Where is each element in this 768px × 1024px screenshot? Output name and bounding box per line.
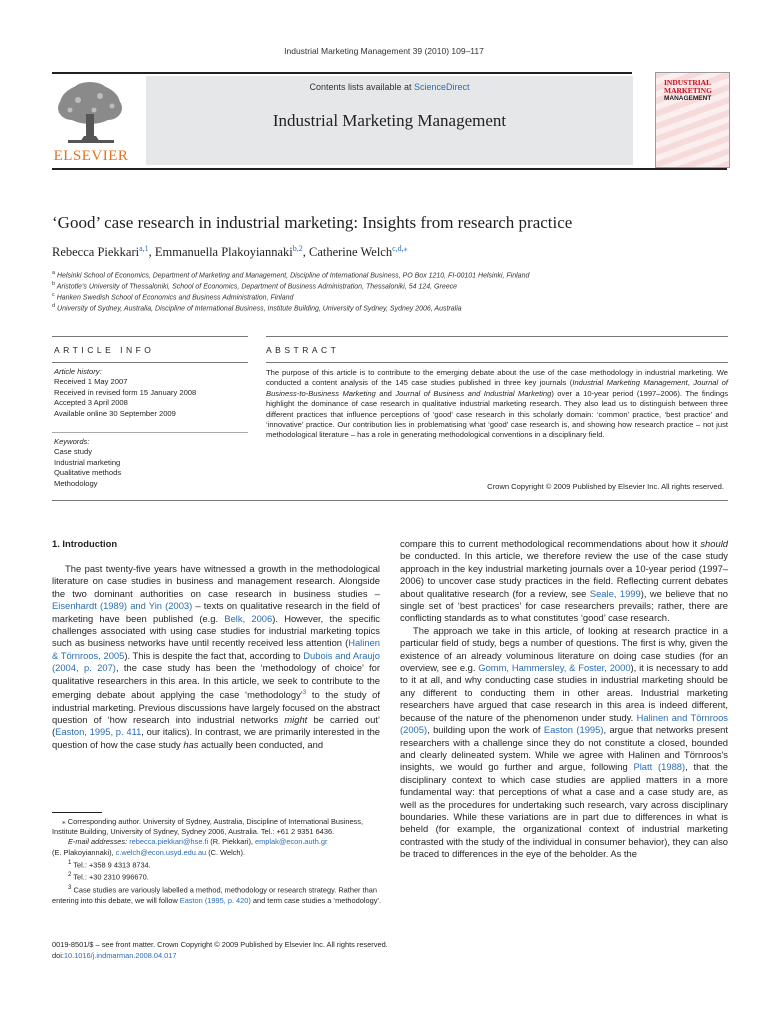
emphasis: might: [284, 714, 308, 725]
affiliation-text: Helsinki School of Economics, Department of Marketing and Management, Discipline of International Business, PO Box 1210, FI-00101 Helsinki, Finland: [57, 272, 530, 280]
paragraph: [400, 625, 728, 861]
front-matter-line: 0019-8501/$ – see front matter. Crown Copyright © 2009 Published by Elsevier Inc. All rights reserved.: [52, 940, 388, 949]
header-rule-bottom: [52, 168, 727, 170]
text-run: The past twenty-five years have witnessed a growth in the methodological literature on case studies in business and management research. Alongside the two dominant authorities on case research in business studies –: [52, 563, 380, 599]
text-run: , argue that networks present researchers with a challenge since they do not constitute a closed, bounded and clearly delineated system. While we agree with Halinen and Törnroos's insights, we would go further and argue, following: [400, 724, 728, 773]
footnote-2: [52, 870, 382, 883]
author-separator: ,: [302, 245, 309, 260]
affiliation: [52, 281, 732, 290]
author-affiliation-marks[interactable]: b,2: [292, 244, 303, 253]
history-label: Article history:: [54, 367, 102, 376]
body-column-left: [52, 563, 380, 751]
footnote-1: [52, 858, 382, 871]
article-title: ‘Good’ case research in industrial marketing: Insights from research practice: [52, 213, 573, 232]
elsevier-wordmark: ELSEVIER: [53, 148, 129, 164]
paragraph: [52, 563, 380, 751]
keywords-label: Keywords:: [54, 437, 90, 446]
journal-name: Journal of Business-to-Business Marketing: [266, 378, 728, 398]
article-info-heading: ARTICLE INFO: [54, 345, 155, 355]
affiliation: [52, 270, 732, 279]
footnote-rule: [52, 812, 102, 813]
doi-link[interactable]: 10.1016/j.indmarman.2008.04.017: [63, 951, 177, 960]
abstract-segment: ,: [687, 378, 694, 388]
contents-prefix: Contents lists available at: [309, 82, 415, 92]
citation-link[interactable]: Dubois and Araujo (2004, p. 207): [52, 649, 380, 674]
email-link[interactable]: rebecca.piekkari@hse.fi: [129, 837, 209, 847]
journal-name: Journal of Business and Industrial Marketing: [395, 388, 552, 398]
author-list: [52, 244, 732, 260]
citation-link[interactable]: Platt (1988): [633, 761, 686, 773]
abstract-rule-top: [266, 336, 728, 337]
affiliation-mark: c: [52, 292, 55, 298]
text-run: , the case study has been the ‘methodology of choice’ for qualitative researchers in this area. In this article, we seek to contribute to the emerging debate about applying the case ‘methodology’: [52, 662, 380, 701]
cover-title-3: MANAGEMENT: [664, 95, 712, 102]
footnote-text: and term case studies a ‘methodology’.: [250, 895, 382, 905]
citation-link[interactable]: Seale, 1999: [589, 587, 641, 599]
abstract-copyright: Crown Copyright © 2009 Published by Elsevier Inc. All rights reserved.: [487, 482, 724, 491]
abstract-segment: ) over a 10-year period (1997–2006). The findings highlight the dominance of case research in qualitative industrial marketing research. They also lead us to distinguish between three different practices that influence perceptions of ‘good’ case research in this scholarly domain: ‘common’ practice, ‘best practice’ and ‘innovative’ practice. Our contribution lies in problematising what ‘good’ case research is, and showing how research practice – not just methodological literature – has a role in generating methodological conventions in a disciplinary field.: [266, 388, 729, 440]
footnote-text: Case studies are variously labelled a method, methodology or research strategy. Rather than entering into this debate, we will follow: [52, 885, 377, 905]
article-info-rule: [52, 362, 248, 363]
author-affiliation-marks[interactable]: a,1: [139, 244, 149, 253]
text-run: ). However, the specific challenges associated with using case studies for industrial marketing topics such as business networks have until recently received less attention (: [52, 612, 380, 649]
abstract-heading: ABSTRACT: [266, 345, 340, 355]
affiliation: [52, 292, 732, 301]
citation-link[interactable]: Easton (1995): [543, 724, 604, 736]
header-rule-top: [52, 72, 632, 74]
citation-link[interactable]: Halinen & Törnroos, 2005: [52, 637, 380, 661]
text-run: ), we believe that no single set of ‘best practices’ for case researchers prevails; rather, there are conflicting standards as to what constitutes ‘good’ case research.: [400, 587, 729, 624]
doi-prefix: doi:: [52, 951, 64, 960]
text-run: compare this to current methodological recommendations about how it: [400, 538, 701, 549]
abstract-text: [266, 368, 728, 441]
keyword: Qualitative methods: [54, 468, 122, 478]
text-run: be carried out’ (: [52, 714, 381, 738]
citation-link[interactable]: Halinen and Törnroos (2005): [400, 711, 728, 736]
text-run: be conducted. In this article, we therefore review the use of the case study approach in the key industrial marketing journals over a 10-year period (1997–2006) to uncover case study practices in the field. Reflecting current debates about qualitative research (for a review, see: [400, 550, 728, 599]
author-separator: ,: [148, 245, 155, 260]
affiliation-text: Hanken Swedish School of Economics and Business Administration, Finland: [56, 294, 294, 302]
text-run: , our italics). In contrast, we are primarily interested in the question of how the case study: [52, 726, 380, 750]
footnote-ref[interactable]: 3: [302, 690, 307, 697]
citation-link[interactable]: Easton, 1995, p. 411: [55, 726, 142, 738]
citation-link[interactable]: Belk, 2006: [224, 612, 273, 624]
affiliation-text: University of Sydney, Australia, Discipline of International Business, Institute Building, University of Sydney, Sydney 2006, Australia: [57, 305, 462, 313]
journal-reference: Industrial Marketing Management 39 (2010) 109–117: [284, 46, 484, 56]
footnote-mark: 2: [68, 871, 72, 879]
emphasis: has: [183, 738, 199, 750]
citation-link[interactable]: Gomm, Hammersley, & Foster, 2000: [478, 662, 631, 674]
history-item: Available online 30 September 2009: [54, 408, 176, 418]
contents-line: [146, 82, 633, 92]
author-name: Emmanuella Plakoyiannaki: [154, 245, 293, 260]
text-run: actually been conducted, and: [198, 738, 324, 750]
cover-title-1: INDUSTRIAL: [664, 78, 712, 87]
keywords-rule: [52, 432, 248, 433]
author-affiliation-marks[interactable]: c,d,⁎: [392, 244, 408, 253]
affiliation-text: Aristotle's University of Thessaloniki, School of Economics, Department of Business Administration, Thessaloniki, 54 124, Greece: [56, 283, 458, 291]
email-label: E-mail addresses:: [68, 837, 128, 847]
footnote-emails: [52, 837, 382, 857]
journal-title: Industrial Marketing Management: [272, 111, 507, 130]
citation-link[interactable]: Easton (1995, p. 420): [179, 895, 251, 905]
footnote-text: Corresponding author. University of Sydney, Australia, Discipline of International Business, Institute Building, University of Sydney, Sydney 2006, Australia. Tel.: +61 2 9351 6436.: [52, 817, 363, 837]
keyword: Case study: [54, 447, 92, 457]
abstract-rule: [266, 362, 728, 363]
email-owner: (R. Piekkari),: [208, 837, 256, 847]
text-run: to the study of industrial marketing. Previous discussions have largely focused on the abstract question of ‘how research into industrial networks: [52, 689, 380, 725]
email-owner: (C. Welch).: [206, 847, 246, 857]
author-name: Rebecca Piekkari: [52, 245, 140, 260]
author-name: Catherine Welch: [308, 245, 393, 260]
affiliation: [52, 303, 732, 312]
citation-link[interactable]: Eisenhardt (1989) and Yin (2003): [52, 600, 193, 612]
footnote-mark: 1: [68, 858, 72, 866]
cover-title-2: MARKETING: [664, 86, 712, 95]
history-item: Received in revised form 15 January 2008: [54, 387, 197, 397]
affiliation-mark: b: [52, 281, 56, 287]
abstract-rule-bottom: [52, 500, 728, 501]
keyword: Methodology: [54, 478, 98, 488]
text-run: ). This is despite the fact that, according to: [124, 649, 304, 661]
history-item: Received 1 May 2007: [54, 377, 128, 387]
sciencedirect-link[interactable]: ScienceDirect: [414, 82, 470, 92]
abstract-segment: and: [375, 388, 396, 398]
email-link[interactable]: emplak@econ.auth.gr: [255, 837, 328, 847]
keyword: Industrial marketing: [54, 457, 121, 467]
footnote-mark: ⁎: [62, 817, 66, 826]
email-link[interactable]: c.welch@econ.usyd.edu.au: [115, 847, 207, 857]
doi-line: [52, 951, 177, 961]
abstract-segment: The purpose of this article is to contribute to the emerging debate about the use of the case methodology in industrial marketing. We conducted a content analysis of the 145 case studies published in three key journals (: [266, 368, 728, 388]
text-run: , that the disciplinary context to which case studies are applied matters in a more fundamental way: that perceptions of what a case and a case study are, as well as the procedures for undertaking such research, vary across disciplinary boundaries. While these variations are in part due to differences in what is beheld (for example, the organizational context of industrial marketing contrasted with the study of the individual in consumer behavior), they can also be traced to differences in the eye of the beholder. As the: [400, 761, 728, 860]
footnotes: [52, 817, 382, 906]
body-column-right: [400, 538, 728, 861]
affiliation-mark: d: [52, 303, 56, 309]
footnote-3: [52, 883, 382, 906]
journal-name: Industrial Marketing Management: [572, 378, 688, 388]
text-run: ), it is necessary to add to it at all, and why conducting case studies in industrial marketing should be any different to conducting them in other areas. Industrial marketing researchers have argued that case research in this area is indeed different, because of the nature of the phenomenon under study.: [400, 662, 728, 723]
elsevier-logo: [50, 78, 132, 168]
paragraph: [400, 538, 728, 625]
emphasis: should: [700, 538, 728, 549]
text-run: – texts on qualitative research in the field of marketing have been published (e.g.: [52, 600, 380, 624]
footnote-corresponding: [52, 817, 382, 837]
article-history: [54, 367, 244, 419]
article-info-rule-top: [52, 336, 248, 337]
keywords: [54, 437, 244, 489]
footnote-text: Tel.: +358 9 4313 8734.: [73, 860, 151, 870]
footnote-mark: 3: [68, 884, 72, 892]
affiliation-mark: a: [52, 270, 56, 276]
text-run: The approach we take in this article, of looking at research practice in a particular field of study, begs a number of questions. The first is why, given the existence of an already voluminous literature on doing case studies (for an overview, see e.g.: [400, 624, 728, 674]
section-heading: 1. Introduction: [52, 538, 118, 549]
email-owner: (E. Plakoyiannaki),: [52, 847, 116, 857]
footnote-text: Tel.: +30 2310 996670.: [73, 872, 149, 882]
text-run: , building upon the work of: [427, 724, 544, 736]
journal-cover-thumbnail: [655, 72, 730, 168]
history-item: Accepted 3 April 2008: [54, 398, 128, 408]
